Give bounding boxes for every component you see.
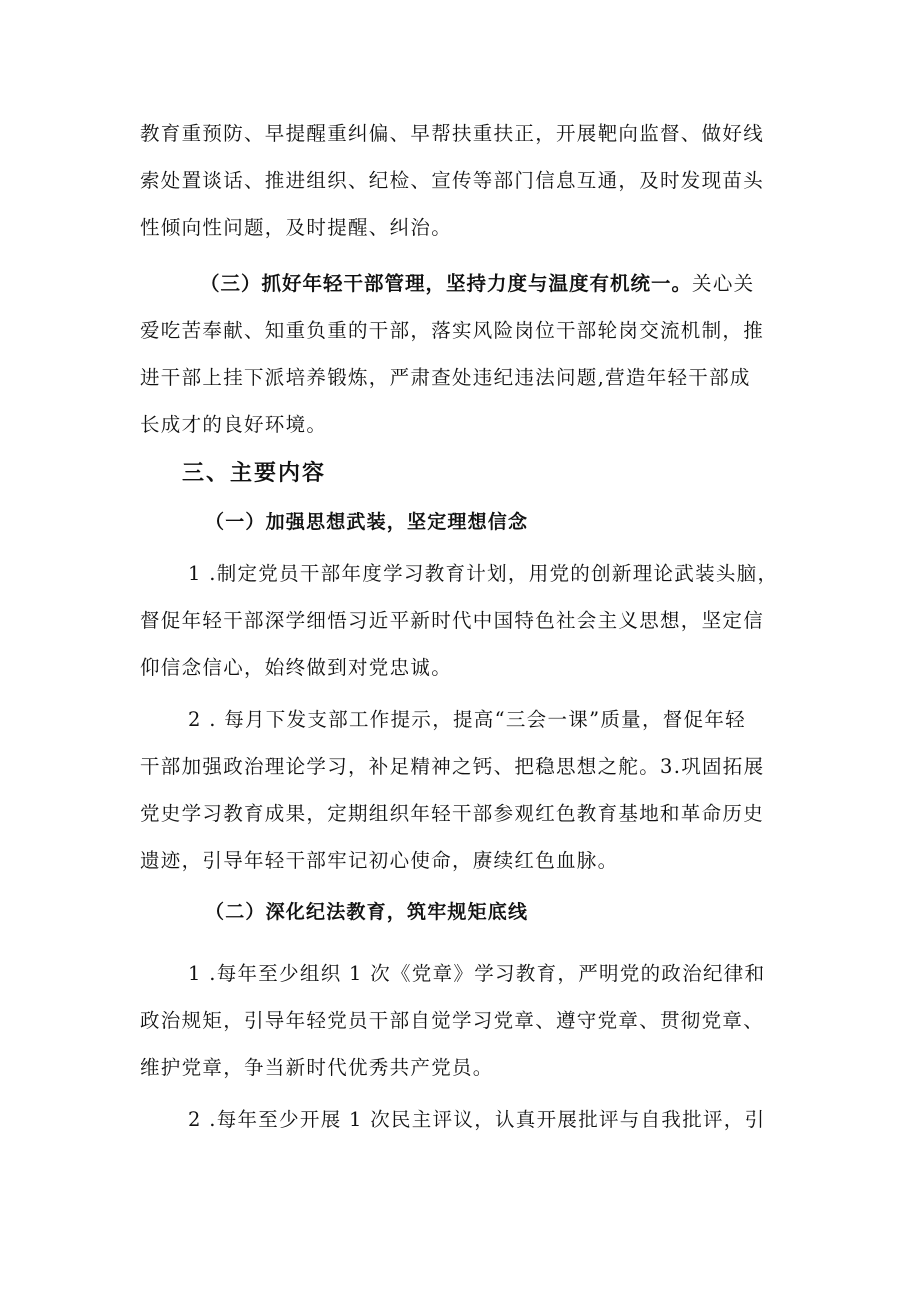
item-study-plan: [140, 550, 790, 691]
text-line: 干部加强政治理论学习，补足精神之钙、把稳思想之舵。3.巩固拓展: [140, 755, 765, 778]
text-line: 爱吃苦奉献、知重负重的干部，落实风险岗位干部轮岗交流机制，推: [140, 319, 765, 342]
text-line: 教育重预防、早提醒重纠偏、早帮扶重扶正，开展靶向监督、做好线: [140, 122, 765, 145]
text-line: 政治规矩，引导年轻党员干部自觉学习党章、遵守党章、贯彻党章、: [140, 1009, 765, 1032]
text-line: 长成才的良好环境。: [140, 413, 328, 436]
text-line: 党史学习教育成果，定期组织年轻干部参观红色教育基地和革命历史: [140, 802, 765, 825]
text-line: 仰信念信心，始终做到对党忠诚。: [140, 656, 453, 679]
subsection-heading-discipline: （二）深化纪法教育，筑牢规矩底线: [205, 901, 529, 923]
text-line: 2 .每年至少开展 1 次民主评议，认真开展批评与自我批评，引: [188, 1108, 766, 1131]
text-line: 索处置谈话、推进组织、纪检、宣传等部门信息互通，及时发现苗头: [140, 169, 765, 192]
paragraph-supervision: [140, 110, 790, 251]
item-party-constitution-study: [140, 950, 790, 1091]
section-title: 三、主要内容: [182, 461, 327, 486]
paragraph-young-cadre-management: [140, 260, 790, 448]
item-democratic-evaluation: [140, 1096, 790, 1143]
text-line-with-heading: [140, 260, 790, 307]
text-line: 进干部上挂下派培养锻炼，严肃查处违纪违法问题,营造年轻干部成: [140, 366, 751, 389]
text-line: 督促年轻干部深学细悟习近平新时代中国特色社会主义思想，坚定信: [140, 609, 765, 632]
paragraph-heading-continuation: 关心关: [692, 272, 755, 295]
text-line: 遗迹，引导年轻干部牢记初心使命，赓续红色血脉。: [140, 849, 619, 872]
text-line: 2 . 每月下发支部工作提示，提高“三会一课”质量，督促年轻: [188, 708, 746, 731]
paragraph-heading: （三）抓好年轻干部管理，坚持力度与温度有机统一。: [200, 272, 693, 295]
text-line: 1 .每年至少组织 1 次《党章》学习教育，严明党的政治纪律和: [188, 962, 766, 985]
text-line: 1 .制定党员干部年度学习教育计划，用党的创新理论武装头脑，: [188, 562, 779, 585]
text-line: 维护党章，争当新时代优秀共产党员。: [140, 1056, 494, 1079]
subsection-heading-ideology: （一）加强思想武装，坚定理想信念: [205, 511, 529, 533]
item-monthly-tips: [140, 696, 790, 884]
text-line: 性倾向性问题，及时提醒、纠治。: [140, 216, 453, 239]
